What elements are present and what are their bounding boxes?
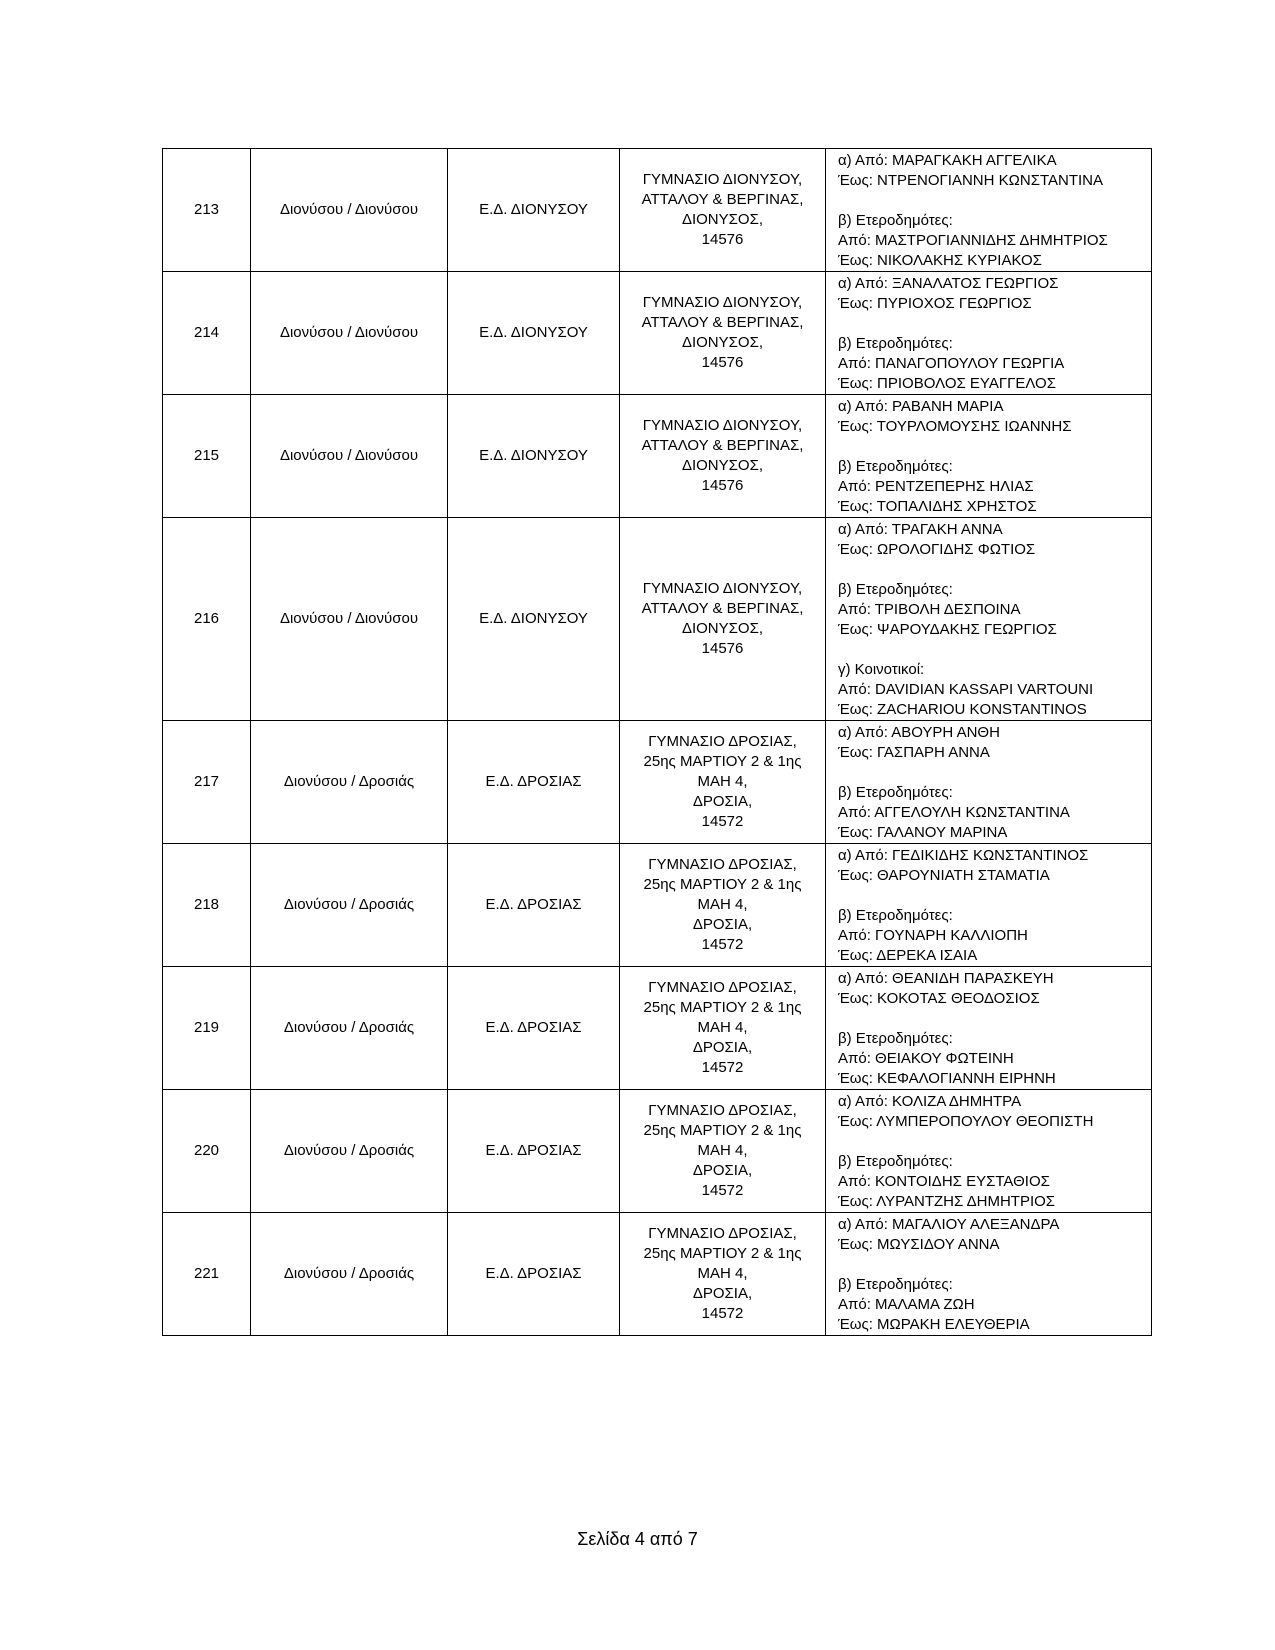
address-line: 14572 — [701, 1059, 744, 1076]
table-body — [163, 149, 1152, 1336]
address-line: ΓΥΜΝΑΣΙΟ ΔΙΟΝΥΣΟΥ, — [642, 580, 803, 597]
address-line: ΔΙΟΝΥΣΟΣ, — [681, 334, 764, 351]
group-spacer — [838, 886, 1147, 906]
address-cell — [620, 149, 826, 272]
group-spacer — [838, 1009, 1147, 1029]
address-cell — [620, 967, 826, 1090]
station-number-cell: 213 — [163, 149, 251, 272]
group-spacer — [838, 1132, 1147, 1152]
address-line: ΓΥΜΝΑΣΙΟ ΔΙΟΝΥΣΟΥ, — [642, 171, 803, 188]
municipality-cell: Διονύσου / Δροσιάς — [251, 844, 448, 967]
group-spacer — [838, 1255, 1147, 1275]
station-number-cell: 215 — [163, 395, 251, 518]
voter-range-line: Έως: ΚΟΚΟΤΑΣ ΘΕΟΔΟΣΙΟΣ — [838, 990, 1040, 1007]
voter-range-cell — [826, 1213, 1152, 1336]
voter-range-line: Από: ΤΡΙΒΟΛΗ ΔΕΣΠΟΙΝΑ — [838, 601, 1021, 618]
municipality-cell: Διονύσου / Διονύσου — [251, 149, 448, 272]
voter-range-cell — [826, 518, 1152, 721]
electoral-district-cell: Ε.Δ. ΔΡΟΣΙΑΣ — [448, 967, 620, 1090]
voter-range-line: α) Από: ΑΒΟΥΡΗ ΑΝΘΗ — [838, 724, 1000, 741]
electoral-district-cell: Ε.Δ. ΔΙΟΝΥΣΟΥ — [448, 272, 620, 395]
electoral-district-cell: Ε.Δ. ΔΙΟΝΥΣΟΥ — [448, 149, 620, 272]
voter-range-line: Έως: ZACHARIOU KONSTANTINOS — [838, 701, 1087, 718]
voter-range-line: β) Ετεροδημότες: — [838, 458, 953, 475]
voter-range-cell — [826, 844, 1152, 967]
electoral-district-cell: Ε.Δ. ΔΡΟΣΙΑΣ — [448, 1090, 620, 1213]
address-line: ΜΑΗ 4, — [697, 773, 748, 790]
station-number-cell: 218 — [163, 844, 251, 967]
address-cell — [620, 395, 826, 518]
address-line: ΔΡΟΣΙΑ, — [692, 1162, 753, 1179]
table-row — [163, 721, 1152, 844]
electoral-district-cell: Ε.Δ. ΔΙΟΝΥΣΟΥ — [448, 395, 620, 518]
municipality-cell: Διονύσου / Διονύσου — [251, 518, 448, 721]
municipality-cell: Διονύσου / Διονύσου — [251, 395, 448, 518]
voter-range-line: Έως: ΔΕΡΕΚΑ ΙΣΑΙΑ — [838, 947, 978, 964]
voter-range-line: α) Από: ΤΡΑΓΑΚΗ ΑΝΝΑ — [838, 521, 1003, 538]
electoral-district-cell: Ε.Δ. ΔΡΟΣΙΑΣ — [448, 1213, 620, 1336]
voter-range-line: α) Από: ΓΕΔΙΚΙΔΗΣ ΚΩΝΣΤΑΝΤΙΝΟΣ — [838, 847, 1089, 864]
voter-range-line: β) Ετεροδημότες: — [838, 1276, 953, 1293]
station-number-cell: 214 — [163, 272, 251, 395]
address-line: ΑΤΤΑΛΟΥ & ΒΕΡΓΙΝΑΣ, — [641, 437, 804, 454]
address-line: ΔΡΟΣΙΑ, — [692, 1039, 753, 1056]
address-line: ΓΥΜΝΑΣΙΟ ΔΙΟΝΥΣΟΥ, — [642, 294, 803, 311]
address-line: ΑΤΤΑΛΟΥ & ΒΕΡΓΙΝΑΣ, — [641, 600, 804, 617]
voter-range-line: Έως: ΓΑΣΠΑΡΗ ΑΝΝΑ — [838, 744, 990, 761]
table-row — [163, 1090, 1152, 1213]
address-line: ΓΥΜΝΑΣΙΟ ΔΡΟΣΙΑΣ, — [648, 979, 797, 996]
address-cell — [620, 844, 826, 967]
voter-range-line: Από: ΓΟΥΝΑΡΗ ΚΑΛΛΙΟΠΗ — [838, 927, 1028, 944]
table-row — [163, 844, 1152, 967]
address-line: ΓΥΜΝΑΣΙΟ ΔΡΟΣΙΑΣ, — [648, 733, 797, 750]
table-row — [163, 518, 1152, 721]
address-line: ΓΥΜΝΑΣΙΟ ΔΡΟΣΙΑΣ, — [648, 856, 797, 873]
address-cell — [620, 1213, 826, 1336]
voter-range-line: α) Από: ΚΟΛΙΖΑ ΔΗΜΗΤΡΑ — [838, 1093, 1022, 1110]
voter-range-line: α) Από: ΡΑΒΑΝΗ ΜΑΡΙΑ — [838, 398, 1004, 415]
table-row — [163, 272, 1152, 395]
address-line: 25ης ΜΑΡΤΙΟΥ 2 & 1ης — [643, 876, 802, 893]
address-line: ΔΡΟΣΙΑ, — [692, 916, 753, 933]
address-line: ΜΑΗ 4, — [697, 1265, 748, 1282]
address-line: ΜΑΗ 4, — [697, 1142, 748, 1159]
address-line: ΜΑΗ 4, — [697, 1019, 748, 1036]
address-line: 14576 — [701, 477, 744, 494]
page-number: Σελίδα 4 από 7 — [577, 1529, 698, 1549]
address-cell — [620, 721, 826, 844]
voter-range-line: Έως: ΘΑΡΟΥΝΙΑΤΗ ΣΤΑΜΑΤΙΑ — [838, 867, 1050, 884]
voter-range-line: Από: ΑΓΓΕΛΟΥΛΗ ΚΩΝΣΤΑΝΤΙΝΑ — [838, 804, 1070, 821]
voter-range-line: β) Ετεροδημότες: — [838, 907, 953, 924]
address-line: 14576 — [701, 231, 744, 248]
address-line: 14572 — [701, 936, 744, 953]
voter-range-line: Έως: ΜΩΡΑΚΗ ΕΛΕΥΘΕΡΙΑ — [838, 1316, 1030, 1333]
voter-range-line: Έως: ΜΩΥΣΙΔΟΥ ΑΝΝΑ — [838, 1236, 1000, 1253]
address-line: 25ης ΜΑΡΤΙΟΥ 2 & 1ης — [643, 999, 802, 1016]
address-cell — [620, 518, 826, 721]
address-line: ΔΡΟΣΙΑ, — [692, 793, 753, 810]
group-spacer — [838, 314, 1147, 334]
table-row — [163, 1213, 1152, 1336]
voter-range-cell — [826, 967, 1152, 1090]
station-number-cell: 219 — [163, 967, 251, 1090]
voter-range-line: α) Από: ΜΑΓΑΛΙΟΥ ΑΛΕΞΑΝΔΡΑ — [838, 1216, 1060, 1233]
voter-range-line: Έως: ΛΥΜΠΕΡΟΠΟΥΛΟΥ ΘΕΟΠΙΣΤΗ — [838, 1113, 1094, 1130]
voter-range-line: Έως: ΚΕΦΑΛΟΓΙΑΝΝΗ ΕΙΡΗΝΗ — [838, 1070, 1056, 1087]
voter-range-line: β) Ετεροδημότες: — [838, 784, 953, 801]
address-line: 14576 — [701, 354, 744, 371]
voter-range-line: Έως: ΝΤΡΕΝΟΓΙΑΝΝΗ ΚΩΝΣΤΑΝΤΙΝΑ — [838, 172, 1104, 189]
voter-range-line: Έως: ΝΙΚΟΛΑΚΗΣ ΚΥΡΙΑΚΟΣ — [838, 252, 1042, 269]
voter-range-line: β) Ετεροδημότες: — [838, 581, 953, 598]
voter-range-line: Έως: ΨΑΡΟΥΔΑΚΗΣ ΓΕΩΡΓΙΟΣ — [838, 621, 1057, 638]
municipality-cell: Διονύσου / Δροσιάς — [251, 1213, 448, 1336]
group-spacer — [838, 763, 1147, 783]
voter-range-line: β) Ετεροδημότες: — [838, 1153, 953, 1170]
voter-range-line: Από: ΚΟΝΤΟΙΔΗΣ ΕΥΣΤΑΘΙΟΣ — [838, 1173, 1050, 1190]
address-line: 14572 — [701, 1305, 744, 1322]
station-number-cell: 216 — [163, 518, 251, 721]
voter-range-line: Από: ΜΑΛΑΜΑ ΖΩΗ — [838, 1296, 975, 1313]
table-row — [163, 395, 1152, 518]
municipality-cell: Διονύσου / Δροσιάς — [251, 721, 448, 844]
address-line: ΓΥΜΝΑΣΙΟ ΔΡΟΣΙΑΣ, — [648, 1225, 797, 1242]
voter-range-line: Από: ΠΑΝΑΓΟΠΟΥΛΟΥ ΓΕΩΡΓΙΑ — [838, 355, 1065, 372]
station-number-cell: 220 — [163, 1090, 251, 1213]
voter-range-line: Έως: ΤΟΠΑΛΙΔΗΣ ΧΡΗΣΤΟΣ — [838, 498, 1037, 515]
voter-range-line: Έως: ΠΡΙΟΒΟΛΟΣ ΕΥΑΓΓΕΛΟΣ — [838, 375, 1056, 392]
address-line: 14576 — [701, 640, 744, 657]
voter-range-line: Έως: ΠΥΡΙΟΧΟΣ ΓΕΩΡΓΙΟΣ — [838, 295, 1032, 312]
station-number-cell: 217 — [163, 721, 251, 844]
address-line: 25ης ΜΑΡΤΙΟΥ 2 & 1ης — [643, 1245, 802, 1262]
electoral-district-cell: Ε.Δ. ΔΡΟΣΙΑΣ — [448, 721, 620, 844]
voter-range-line: β) Ετεροδημότες: — [838, 212, 953, 229]
address-line: ΓΥΜΝΑΣΙΟ ΔΡΟΣΙΑΣ, — [648, 1102, 797, 1119]
address-line: ΔΙΟΝΥΣΟΣ, — [681, 457, 764, 474]
station-number-cell: 221 — [163, 1213, 251, 1336]
address-line: 25ης ΜΑΡΤΙΟΥ 2 & 1ης — [643, 1122, 802, 1139]
voter-range-line: β) Ετεροδημότες: — [838, 1030, 953, 1047]
address-line: ΔΙΟΝΥΣΟΣ, — [681, 211, 764, 228]
municipality-cell: Διονύσου / Δροσιάς — [251, 1090, 448, 1213]
electoral-district-cell: Ε.Δ. ΔΡΟΣΙΑΣ — [448, 844, 620, 967]
address-cell — [620, 1090, 826, 1213]
address-line: ΓΥΜΝΑΣΙΟ ΔΙΟΝΥΣΟΥ, — [642, 417, 803, 434]
address-line: ΔΙΟΝΥΣΟΣ, — [681, 620, 764, 637]
voter-range-line: α) Από: ΜΑΡΑΓΚΑΚΗ ΑΓΓΕΛΙΚΑ — [838, 152, 1057, 169]
address-line: ΔΡΟΣΙΑ, — [692, 1285, 753, 1302]
group-spacer — [838, 191, 1147, 211]
voter-range-line: Από: DAVIDIAN KASSAPI VARTOUNI — [838, 681, 1094, 698]
group-spacer — [838, 640, 1147, 660]
voter-range-line: Έως: ΛΥΡΑΝΤΖΗΣ ΔΗΜΗΤΡΙΟΣ — [838, 1193, 1056, 1210]
address-line: ΜΑΗ 4, — [697, 896, 748, 913]
group-spacer — [838, 437, 1147, 457]
voter-range-cell — [826, 1090, 1152, 1213]
municipality-cell: Διονύσου / Διονύσου — [251, 272, 448, 395]
table-row — [163, 967, 1152, 1090]
polling-stations-table — [162, 148, 1152, 1336]
voter-range-line: γ) Κοινοτικοί: — [838, 661, 925, 678]
voter-range-cell — [826, 272, 1152, 395]
table-row — [163, 149, 1152, 272]
voter-range-cell — [826, 721, 1152, 844]
address-cell — [620, 272, 826, 395]
voter-range-line: α) Από: ΘΕΑΝΙΔΗ ΠΑΡΑΣΚΕΥΗ — [838, 970, 1054, 987]
voter-range-line: Έως: ΩΡΟΛΟΓΙΔΗΣ ΦΩΤΙΟΣ — [838, 541, 1036, 558]
address-line: ΑΤΤΑΛΟΥ & ΒΕΡΓΙΝΑΣ, — [641, 314, 804, 331]
voter-range-cell — [826, 149, 1152, 272]
address-line: ΑΤΤΑΛΟΥ & ΒΕΡΓΙΝΑΣ, — [641, 191, 804, 208]
voter-range-line: β) Ετεροδημότες: — [838, 335, 953, 352]
voter-range-line: Από: ΘΕΙΑΚΟΥ ΦΩΤΕΙΝΗ — [838, 1050, 1014, 1067]
address-line: 14572 — [701, 1182, 744, 1199]
voter-range-line: α) Από: ΞΑΝΑΛΑΤΟΣ ΓΕΩΡΓΙΟΣ — [838, 275, 1059, 292]
electoral-district-cell: Ε.Δ. ΔΙΟΝΥΣΟΥ — [448, 518, 620, 721]
voter-range-line: Έως: ΓΑΛΑΝΟΥ ΜΑΡΙΝΑ — [838, 824, 1008, 841]
address-line: 14572 — [701, 813, 744, 830]
address-line: 25ης ΜΑΡΤΙΟΥ 2 & 1ης — [643, 753, 802, 770]
municipality-cell: Διονύσου / Δροσιάς — [251, 967, 448, 1090]
voter-range-line: Από: ΜΑΣΤΡΟΓΙΑΝΝΙΔΗΣ ΔΗΜΗΤΡΙΟΣ — [838, 232, 1108, 249]
voter-range-line: Έως: ΤΟΥΡΛΟΜΟΥΣΗΣ ΙΩΑΝΝΗΣ — [838, 418, 1072, 435]
voter-range-cell — [826, 395, 1152, 518]
voter-range-line: Από: ΡΕΝΤΖΕΠΕΡΗΣ ΗΛΙΑΣ — [838, 478, 1034, 495]
group-spacer — [838, 560, 1147, 580]
